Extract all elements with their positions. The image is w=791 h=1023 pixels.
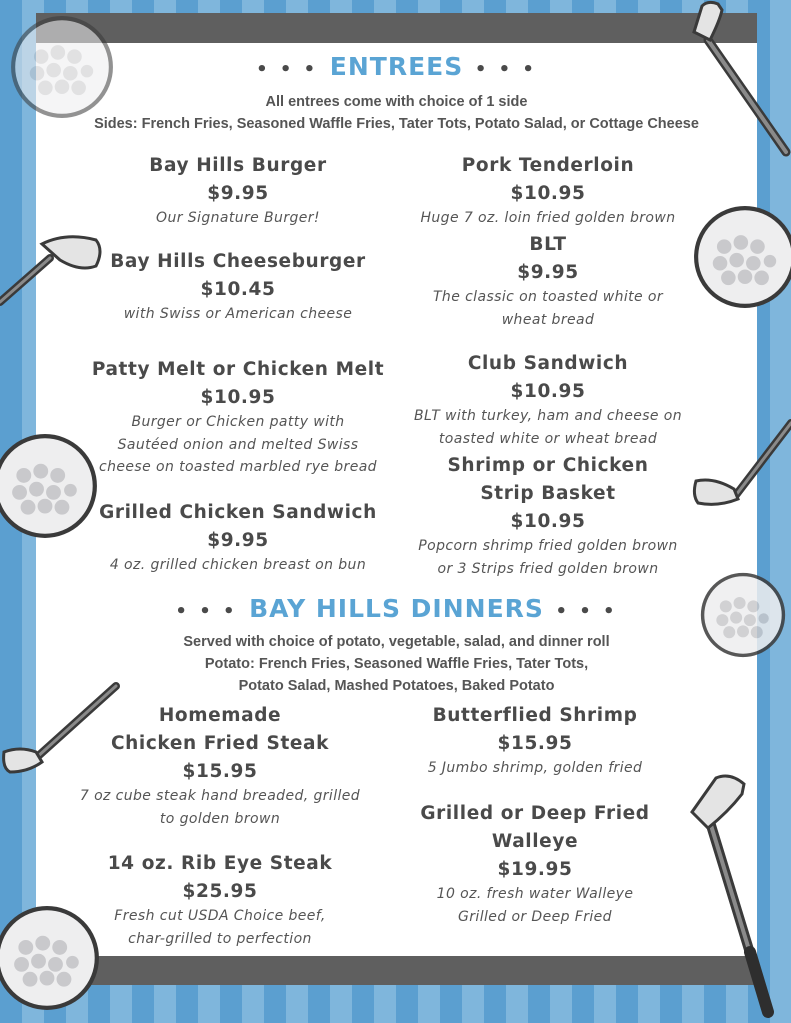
entrees-note-line: All entrees come with choice of 1 side	[265, 94, 528, 110]
item-description-line: Fresh cut USDA Choice beef,	[114, 908, 326, 924]
item-description: Huge 7 oz. loin fried golden brown	[420, 210, 676, 226]
menu-item-blt	[403, 231, 693, 331]
item-name-line: Shrimp or Chicken	[447, 455, 649, 476]
item-description-line: Burger or Chicken patty with	[131, 414, 345, 430]
item-description: with Swiss or American cheese	[123, 306, 353, 322]
item-name: Butterflied Shrimp	[432, 705, 638, 726]
item-price: $10.95	[510, 511, 586, 532]
item-description: 4 oz. grilled chicken breast on bun	[109, 557, 367, 573]
item-description-line: The classic on toasted white or	[432, 289, 664, 305]
item-price: $15.95	[182, 761, 258, 782]
bottom-band	[36, 956, 757, 985]
menu-item-shrimp-chicken-basket	[403, 452, 693, 580]
golf-club-icon	[690, 415, 791, 510]
item-name: Bay Hills Burger	[149, 155, 327, 176]
item-description-line: Sautéed onion and melted Swiss	[117, 436, 359, 453]
item-description-line: BLT with turkey, ham and cheese on	[413, 408, 683, 424]
item-name: Bay Hills Cheeseburger	[110, 251, 366, 272]
item-price: $19.95	[497, 859, 573, 880]
item-name: Grilled Chicken Sandwich	[99, 502, 377, 523]
heading-dots: • • •	[474, 59, 537, 80]
heading-dots: • • •	[175, 601, 238, 622]
entrees-heading	[36, 52, 757, 81]
menu-item-walleye	[390, 800, 680, 928]
golf-ball-icon	[0, 433, 98, 539]
item-name: 14 oz. Rib Eye Steak	[107, 853, 333, 874]
item-price: $15.95	[497, 733, 573, 754]
dinners-note-line: Potato: French Fries, Seasoned Waffle Fries, Tater Tots,	[204, 656, 589, 672]
item-name-line: Chicken Fried Steak	[110, 733, 330, 754]
item-description-line: char-grilled to perfection	[128, 930, 312, 947]
item-name-line: Walleye	[491, 831, 579, 852]
entrees-note	[36, 91, 757, 135]
dinners-title: BAY HILLS DINNERS	[249, 594, 544, 623]
item-description-line: wheat bread	[501, 311, 595, 328]
item-name: Pork Tenderloin	[461, 155, 635, 176]
item-description-line: 7 oz cube steak hand breaded, grilled	[79, 788, 361, 804]
item-description-line: to golden brown	[159, 810, 281, 827]
item-price: $9.95	[207, 183, 269, 204]
heading-dots: • • •	[555, 601, 618, 622]
dinners-note-line: Served with choice of potato, vegetable, salad, and dinner roll	[183, 634, 610, 650]
entrees-note-line: Sides: French Fries, Seasoned Waffle Fries, Tater Tots, Potato Salad, or Cottage Cheese	[94, 116, 699, 132]
item-price: $10.95	[200, 387, 276, 408]
golf-club-icon	[686, 772, 791, 1023]
menu-item-patty-melt	[86, 356, 390, 479]
item-price: $25.95	[182, 881, 258, 902]
top-band	[36, 13, 757, 43]
item-description: 5 Jumbo shrimp, golden fried	[427, 760, 643, 776]
item-name: BLT	[529, 234, 567, 255]
menu-item-pork-tenderloin	[403, 152, 693, 230]
dinners-note-line: Potato Salad, Mashed Potatoes, Baked Potato	[238, 678, 555, 694]
item-name-line: Strip Basket	[480, 483, 616, 504]
menu-item-chicken-fried-steak	[66, 702, 374, 830]
item-price: $10.95	[510, 183, 586, 204]
item-name-line: Homemade	[158, 705, 282, 726]
golf-ball-icon	[693, 205, 791, 309]
menu-item-grilled-chicken-sandwich	[86, 499, 390, 577]
menu-item-bay-hills-burger	[86, 152, 390, 230]
dinners-note	[36, 631, 757, 697]
item-price: $9.95	[207, 530, 269, 551]
item-price: $10.95	[510, 381, 586, 402]
item-description-line: or 3 Strips fried golden brown	[437, 560, 659, 577]
item-description-line: toasted white or wheat bread	[438, 430, 658, 447]
heading-dots: • • •	[256, 59, 319, 80]
menu-item-bay-hills-cheeseburger	[86, 248, 390, 326]
item-description-line: 10 oz. fresh water Walleye	[436, 886, 634, 902]
item-price: $9.95	[517, 262, 579, 283]
item-description-line: Popcorn shrimp fried golden brown	[418, 538, 678, 554]
entrees-title: ENTREES	[329, 52, 464, 81]
menu-item-rib-eye-steak	[66, 850, 374, 950]
item-description-line: Grilled or Deep Fried	[458, 908, 612, 925]
dinners-heading	[36, 594, 757, 623]
item-name: Club Sandwich	[467, 353, 629, 374]
item-price: $10.45	[200, 279, 276, 300]
item-description: Our Signature Burger!	[156, 210, 320, 226]
menu-item-butterflied-shrimp	[390, 702, 680, 780]
item-name-line: Grilled or Deep Fried	[420, 803, 650, 824]
item-name: Patty Melt or Chicken Melt	[91, 359, 385, 380]
menu-item-club-sandwich	[403, 350, 693, 450]
item-description-line: cheese on toasted marbled rye bread	[99, 459, 377, 475]
